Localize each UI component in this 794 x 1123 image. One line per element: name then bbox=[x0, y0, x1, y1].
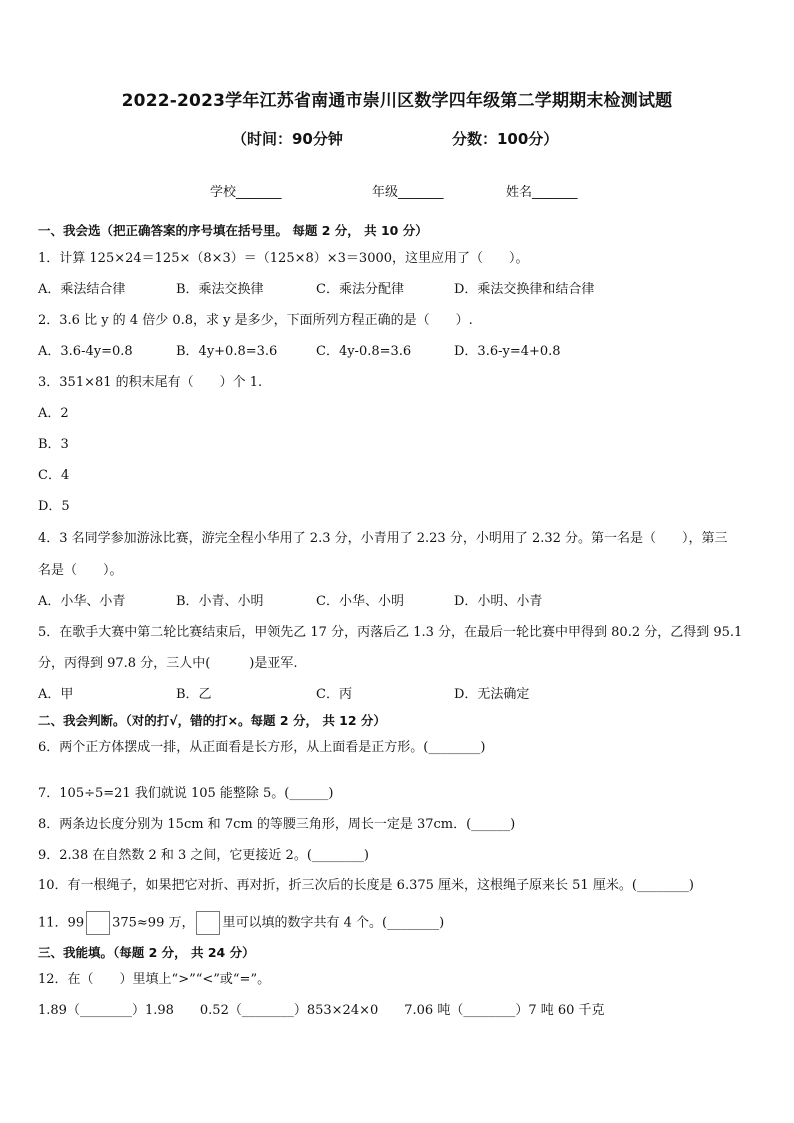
q2-option-b: B．4y+0.8=3.6 bbox=[176, 344, 278, 359]
section2-heading: 二、我会判断。（对的打√，错的打×。每题 2 分， 共 12 分） bbox=[38, 713, 386, 728]
q1-option-d: D．乘法交换律和结合律 bbox=[454, 282, 595, 297]
q5-stem-line1: 5．在歌手大赛中第二轮比赛结束后，甲领先乙 17 分，丙落后乙 1.3 分，在最后一轮比赛中甲得到 80.2 分，乙得到 95.1 bbox=[38, 625, 743, 640]
grade-field: 年级_______ bbox=[372, 185, 444, 200]
q3-stem: 3．351×81 的积末尾有（ ）个 1. bbox=[38, 375, 263, 390]
q3-option-b: B．3 bbox=[38, 437, 69, 452]
q11-part-b: 375≈99 万， bbox=[112, 915, 195, 931]
q12-stem: 12．在（ ）里填上“>”“<”或“=”。 bbox=[38, 972, 271, 987]
q1-option-a: A．乘法结合律 bbox=[38, 282, 126, 297]
q4-option-c: C．小华、小明 bbox=[316, 594, 404, 609]
section3-heading: 三、我能填。（每题 2 分， 共 24 分） bbox=[38, 945, 255, 960]
page-title: 2022-2023学年江苏省南通市崇川区数学四年级第二学期期末检测试题 bbox=[121, 91, 673, 111]
q2-option-c: C．4y-0.8=3.6 bbox=[316, 344, 412, 359]
q5-option-a: A．甲 bbox=[38, 687, 74, 702]
name-field: 姓名_______ bbox=[506, 185, 578, 200]
q10-stem: 10．有一根绳子，如果把它对折、再对折，折三次后的长度是 6.375 厘米，这根绳子原来长 51 厘米。(________) bbox=[38, 878, 694, 893]
q1-stem: 1．计算 125×24＝125×（8×3）＝（125×8）×3＝3000，这里应用了（ ）。 bbox=[38, 251, 529, 266]
q11-part-c: 里可以填的数字共有 4 个。(________) bbox=[222, 915, 445, 931]
q8-stem: 8．两条边长度分别为 15cm 和 7cm 的等腰三角形，周长一定是 37cm．(______) bbox=[38, 817, 516, 832]
q4-stem-line2: 名是（ ）。 bbox=[38, 563, 123, 578]
q4-option-b: B．小青、小明 bbox=[176, 594, 264, 609]
q4-option-d: D．小明、小青 bbox=[454, 594, 543, 609]
q11-blank-box-1[interactable] bbox=[86, 911, 110, 935]
q11-part-a: 11．99 bbox=[38, 915, 85, 931]
q5-option-c: C．丙 bbox=[316, 687, 352, 702]
q4-stem-line1: 4．3 名同学参加游泳比赛，游完全程小华用了 2.3 分，小青用了 2.23 分，小明用了 2.32 分。第一名是（ ），第三 bbox=[38, 531, 728, 546]
q9-stem: 9．2.38 在自然数 2 和 3 之间，它更接近 2。(________) bbox=[38, 848, 369, 863]
q2-option-d: D．3.6-y=4+0.8 bbox=[454, 344, 561, 359]
q5-option-d: D．无法确定 bbox=[454, 687, 530, 702]
q11-blank-box-2[interactable] bbox=[196, 911, 220, 935]
q5-stem-line2: 分，丙得到 97.8 分，三人中( )是亚军. bbox=[38, 656, 298, 671]
q2-stem: 2．3.6 比 y 的 4 倍少 0.8，求 y 是多少，下面所列方程正确的是（ ）. bbox=[38, 313, 473, 328]
q5-option-b: B．乙 bbox=[176, 687, 212, 702]
q4-option-a: A．小华、小青 bbox=[38, 594, 126, 609]
q11-stem bbox=[38, 911, 444, 935]
q7-stem: 7．105÷5=21 我们就说 105 能整除 5。(______) bbox=[38, 786, 334, 801]
section1-heading: 一、我会选（把正确答案的序号填在括号里。 每题 2 分， 共 10 分） bbox=[38, 223, 428, 238]
q3-option-d: D．5 bbox=[38, 499, 70, 514]
q6-stem: 6．两个正方体摆成一排，从正面看是长方形，从上面看是正方形。(________) bbox=[38, 740, 486, 755]
exam-time: （时间：90分钟 bbox=[232, 130, 343, 148]
q12-items: 1.89（________）1.98 0.52（________）853×24×0 7.06 吨（________）7 吨 60 千克 bbox=[38, 1003, 605, 1018]
exam-score: 分数：100分） bbox=[452, 130, 559, 148]
q1-option-b: B．乘法交换律 bbox=[176, 282, 264, 297]
q1-option-c: C．乘法分配律 bbox=[316, 282, 404, 297]
q3-option-c: C．4 bbox=[38, 468, 70, 483]
q3-option-a: A．2 bbox=[38, 406, 69, 421]
q2-option-a: A．3.6-4y=0.8 bbox=[38, 344, 133, 359]
school-field: 学校_______ bbox=[210, 185, 282, 200]
